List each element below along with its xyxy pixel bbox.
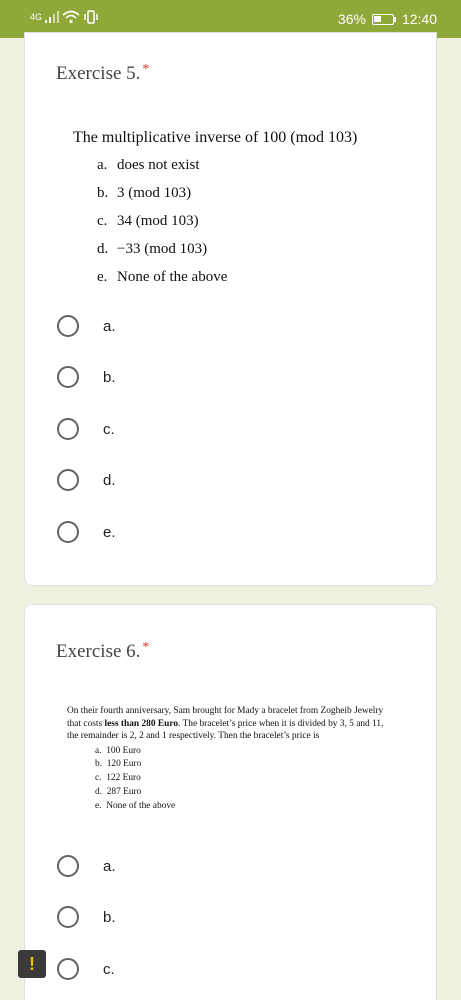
question-text — [67, 705, 397, 743]
choice-label: a. — [103, 857, 116, 875]
choice-c[interactable] — [57, 418, 115, 440]
alert-icon[interactable]: ! — [18, 950, 46, 978]
radio-button[interactable] — [57, 315, 79, 337]
vibrate-icon — [83, 10, 99, 24]
option-label: b. — [95, 759, 103, 770]
question-text-bold: less than 280 Euro — [104, 718, 179, 729]
choice-b[interactable] — [57, 366, 116, 388]
radio-button[interactable] — [57, 521, 79, 543]
choice-a[interactable] — [57, 855, 116, 877]
exercise-6-question-image — [67, 705, 397, 813]
radio-button[interactable] — [57, 906, 79, 928]
question-text-part2: . The bracelet’s price when it is divided by 3, 5 and 11, the remainder is 2, 2 and 1 respectively. Then the bracelet’s price is — [67, 718, 384, 741]
choice-label: e. — [103, 523, 116, 541]
option-label: a. — [97, 157, 108, 173]
choice-d[interactable] — [57, 469, 116, 491]
choice-b[interactable] — [57, 906, 116, 928]
required-marker: * — [142, 62, 150, 77]
option-label: d. — [95, 786, 103, 797]
question-option-e — [95, 800, 397, 814]
choice-label: c. — [103, 420, 115, 438]
option-text: −33 (mod 103) — [117, 241, 208, 257]
option-label: b. — [97, 185, 109, 201]
question-option-c — [95, 772, 397, 786]
choice-label: b. — [103, 368, 116, 386]
battery-tip — [394, 17, 396, 22]
option-label: c. — [95, 773, 102, 784]
wifi-icon — [62, 10, 80, 24]
network-type: 4G — [30, 12, 43, 22]
choice-a[interactable] — [57, 315, 116, 337]
question-text-part1: On their fourth anniversary, Sam brought for Mady a bracelet from Zogheib Jewelry that costs — [67, 706, 384, 729]
option-text: 34 (mod 103) — [117, 213, 199, 229]
radio-button[interactable] — [57, 855, 79, 877]
option-text: 120 Euro — [106, 759, 142, 770]
choice-c[interactable] — [57, 958, 115, 980]
question-option-b — [95, 758, 397, 772]
exercise-6-title-text: Exercise 6. — [56, 641, 141, 662]
battery-percent: 36% — [337, 11, 366, 27]
question-option-b — [97, 185, 191, 202]
choice-label: a. — [103, 317, 116, 335]
option-label: c. — [97, 213, 108, 229]
exercise-5-card — [24, 32, 437, 586]
option-label: d. — [97, 241, 109, 257]
question-option-d — [97, 241, 207, 258]
option-text: 287 Euro — [106, 786, 142, 797]
question-option-a — [97, 157, 200, 174]
option-label: e. — [97, 269, 108, 285]
radio-button[interactable] — [57, 418, 79, 440]
battery-icon — [372, 14, 394, 25]
question-option-d — [95, 786, 397, 800]
clock: 12:40 — [401, 11, 437, 27]
radio-button[interactable] — [57, 366, 79, 388]
required-marker: * — [142, 640, 150, 655]
question-option-a — [95, 745, 397, 759]
status-icons — [30, 10, 99, 24]
question-option-e — [97, 269, 227, 286]
radio-button[interactable] — [57, 958, 79, 980]
choice-label: d. — [103, 471, 116, 489]
radio-button[interactable] — [57, 469, 79, 491]
option-text: does not exist — [117, 157, 200, 173]
exercise-6-card — [24, 604, 437, 1000]
choice-label: c. — [103, 960, 115, 978]
exercise-6-title — [56, 641, 149, 663]
exercise-5-title-text: Exercise 5. — [56, 63, 141, 84]
choice-label: b. — [103, 908, 116, 926]
status-right — [338, 11, 437, 27]
option-text: None of the above — [106, 800, 176, 811]
question-text: The multiplicative inverse of 100 (mod 103) — [73, 129, 358, 146]
signal-icon — [45, 11, 59, 23]
option-text: 122 Euro — [106, 773, 141, 784]
exercise-5-title — [56, 63, 149, 85]
question-options — [95, 745, 397, 814]
choice-e[interactable] — [57, 521, 116, 543]
question-option-c — [97, 213, 199, 230]
exercise-5-question-image — [73, 129, 358, 285]
option-text: 100 Euro — [106, 745, 141, 756]
option-text: 3 (mod 103) — [117, 185, 192, 201]
option-text: None of the above — [117, 269, 228, 285]
option-label: a. — [95, 745, 102, 756]
option-label: e. — [95, 800, 102, 811]
